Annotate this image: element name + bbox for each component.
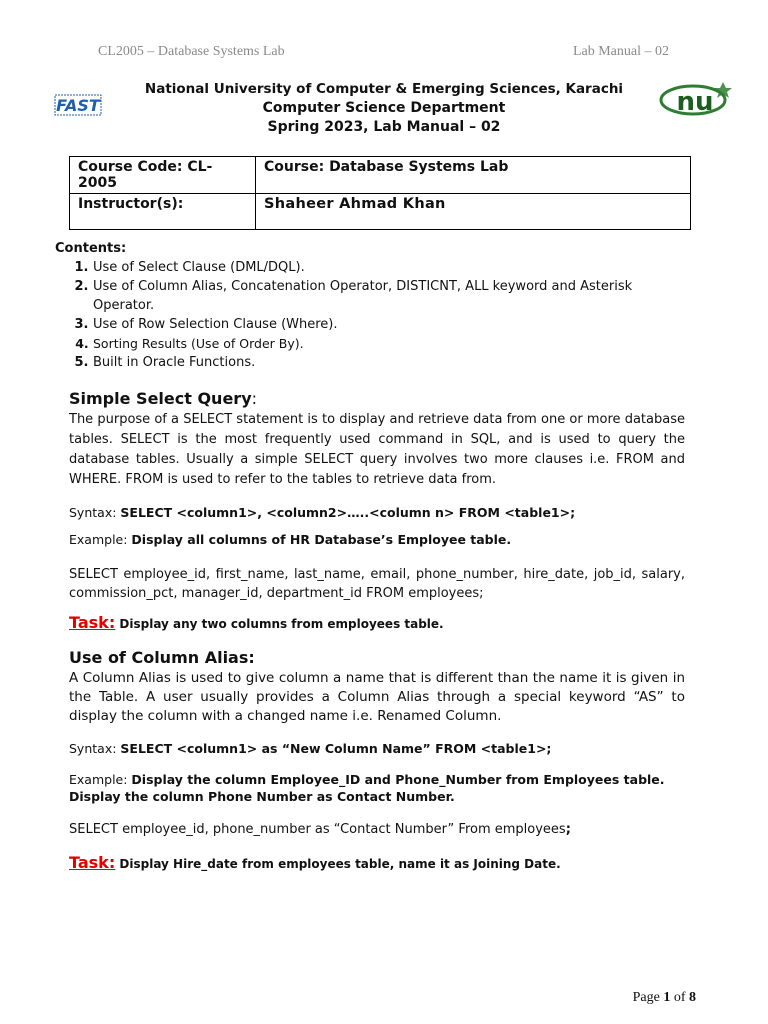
course-info-row (70, 157, 691, 194)
column-alias-heading: Use of Column Alias: (69, 648, 255, 667)
instructor-name-cell: Shaheer Ahmad Khan (256, 194, 691, 230)
fast-logo (54, 93, 102, 117)
sql-text: SELECT employee_id, phone_number as “Contact Number” From employees (69, 822, 566, 837)
course-code-cell: Course Code: CL-2005 (70, 157, 256, 194)
contents-item: 5. Built in Oracle Functions. (93, 353, 685, 372)
syntax-code: SELECT <column1>, <column2>…..<column n> FROM <table1>; (120, 505, 576, 520)
main-content (55, 241, 685, 872)
task-label: Task: (69, 853, 116, 872)
contents-list (69, 258, 685, 372)
university-name: National University of Computer & Emerging Sciences, Karachi (144, 81, 624, 97)
example-label: Example: (69, 532, 132, 547)
course-info-table (69, 156, 691, 230)
sql-terminator: ; (565, 822, 571, 837)
nu-logo-text: nu (676, 87, 714, 117)
contents-title: Contents: (55, 241, 127, 256)
simple-select-task (69, 613, 685, 632)
instructor-row (70, 194, 691, 230)
department-name: Computer Science Department (262, 100, 506, 116)
column-alias-syntax (69, 740, 685, 757)
page-total: 8 (689, 990, 696, 1005)
task-label: Task: (69, 613, 116, 632)
simple-select-paragraph: The purpose of a SELECT statement is to display and retrieve data from one or more database tables. SELECT is the most frequently used command in SQL, and is used to query the database tables. Usually a simple SELECT query involves two more clauses i.e. FROM and WHERE. FROM is used to refer to the tables to retrieve data from. (69, 412, 685, 487)
example-text: Display all columns of HR Database’s Employee table. (131, 532, 512, 547)
masthead (120, 80, 648, 137)
simple-select-example (69, 531, 685, 548)
simple-select-syntax (69, 504, 685, 521)
example-label: Example: (69, 772, 132, 787)
syntax-label: Syntax: (69, 505, 121, 520)
header-manual-label: Lab Manual – 02 (572, 44, 669, 59)
column-alias-example (69, 771, 685, 805)
course-name-cell: Course: Database Systems Lab (256, 157, 691, 194)
page-of: of (670, 990, 689, 1005)
contents-item: 2. Use of Column Alias, Concatenation Operator, DISTICNT, ALL keyword and Asterisk Operator. (93, 277, 685, 315)
column-alias-sql (69, 820, 685, 839)
heading-colon: : (251, 389, 258, 408)
semester-manual: Spring 2023, Lab Manual – 02 (267, 119, 501, 135)
contents-item: 1. Use of Select Clause (DML/DQL). (93, 258, 685, 277)
header-course-label: CL2005 – Database Systems Lab (98, 44, 285, 59)
nu-logo (657, 78, 735, 120)
fast-logo-text: FAST (56, 96, 100, 115)
contents-item: 4. Sorting Results (Use of Order By). (93, 334, 685, 353)
column-alias-paragraph: A Column Alias is used to give column a name that is different than the name it is given in the Table. A user usually provides a Column Alias through a special keyword “AS” to display the column with a changed name i.e. Renamed Column. (69, 670, 685, 724)
instructor-label-cell: Instructor(s): (70, 194, 256, 230)
page-label: Page (632, 990, 664, 1005)
simple-select-sql: SELECT employee_id, first_name, last_name, email, phone_number, hire_date, job_id, salary, commission_pct, manager_id, department_id FROM employees; (69, 567, 685, 601)
contents-item: 3. Use of Row Selection Clause (Where). (93, 315, 685, 334)
example-text: Display the column Employee_ID and Phone_Number from Employees table. Display the column Phone Number as Contact Number. (69, 772, 665, 804)
syntax-code: SELECT <column1> as “New Column Name” FROM <table1>; (120, 741, 552, 756)
task-text: Display Hire_date from employees table, name it as Joining Date. (115, 857, 561, 871)
syntax-label: Syntax: (69, 741, 121, 756)
column-alias-task (69, 853, 685, 872)
page-current: 1 (663, 990, 671, 1005)
simple-select-heading (69, 389, 685, 408)
simple-select-heading-text: Simple Select Query (69, 389, 252, 408)
page-number (633, 990, 696, 1006)
task-text: Display any two columns from employees table. (115, 617, 444, 631)
